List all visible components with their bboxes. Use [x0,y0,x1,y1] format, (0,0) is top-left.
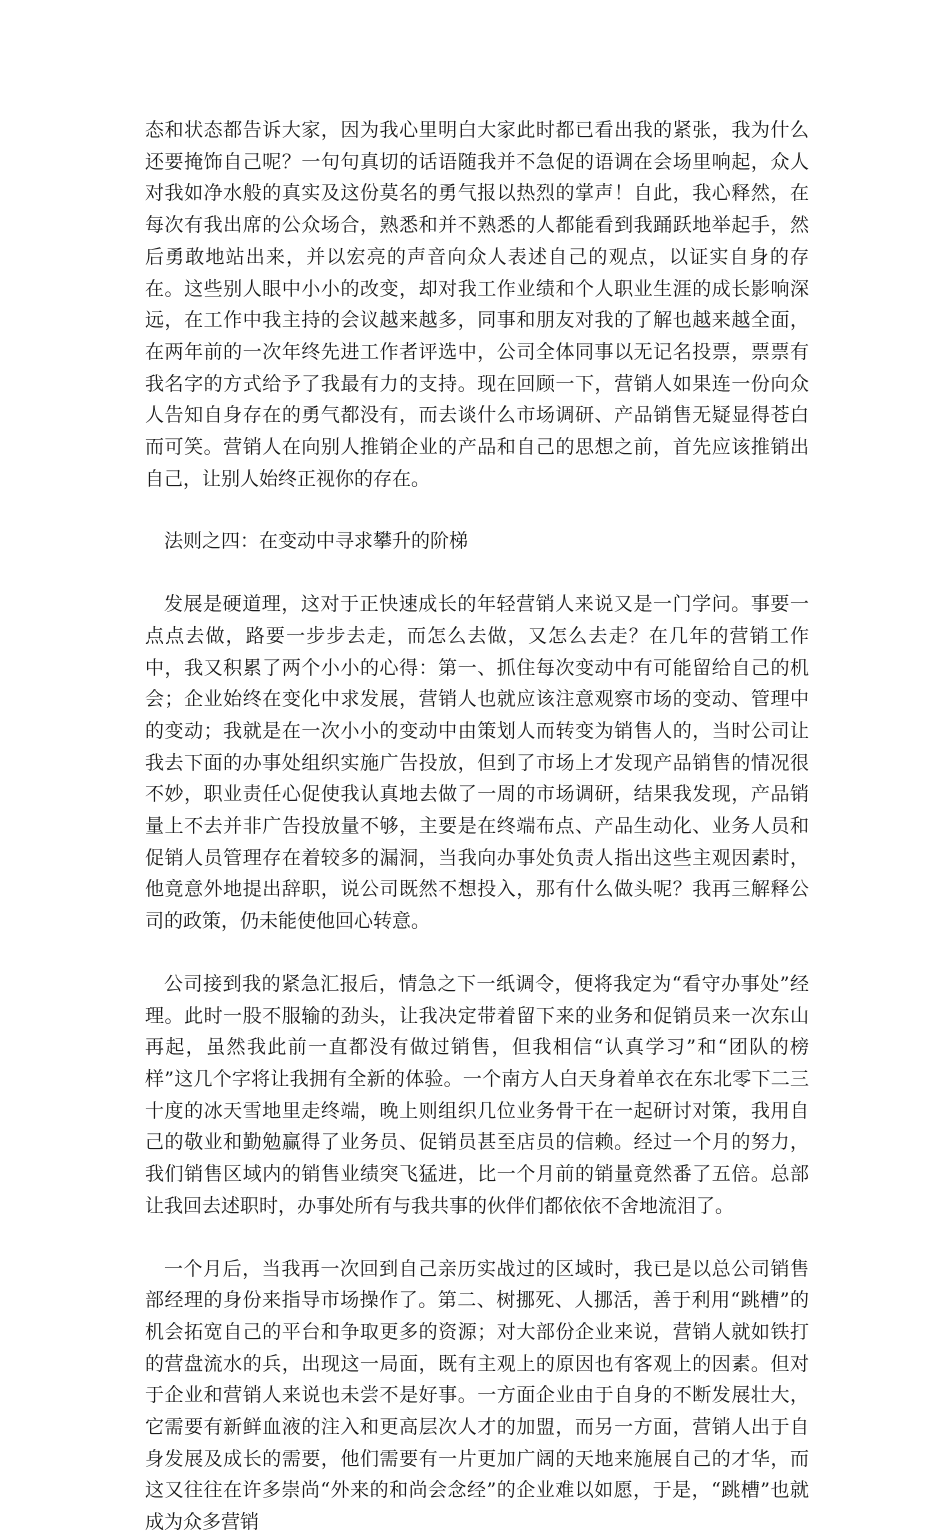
paragraph-continuation: 态和状态都告诉大家，因为我心里明白大家此时都已看出我的紧张，我为什么还要掩饰自己呢？一句句真切的话语随我并不急促的语调在会场里响起，众人对我如净水般的真实及这份莫名的勇气报以热烈的掌声！自此，我心释然，在每次有我出席的公众场合，熟悉和并不熟悉的人都能看到我踊跃地举起手，然后勇敢地站出来，并以宏亮的声音向众人表述自己的观点，以证实自身的存在。这些别人眼中小小的改变，却对我工作业绩和个人职业生涯的成长影响深远，在工作中我主持的会议越来越多，同事和朋友对我的了解也越来越全面，在两年前的一次年终先进工作者评选中，公司全体同事以无记名投票，票票有我名字的方式给予了我最有力的支持。现在回顾一下，营销人如果连一份向众人告知自身存在的勇气都没有，而去谈什么市场调研、产品销售无疑显得苍白而可笑。营销人在向别人推销企业的产品和自己的思想之前，首先应该推销出自己，让别人始终正视你的存在。 [145,119,809,490]
section-heading: 法则之四：在变动中寻求攀升的阶梯 [164,530,469,553]
paragraph-job-hopping: 一个月后，当我再一次回到自己亲历实战过的区域时，我已是以总公司销售部经理的身份来指导市场操作了。第二、树挪死、人挪活，善于利用“跳槽”的机会拓宽自己的平台和争取更多的资源；对大部份企业来说，营销人就如铁打的营盘流水的兵，出现这一局面，既有主观上的原因也有客观上的因素。但对于企业和营销人来说也未尝不是好事。一方面企业由于自身的不断发展壮大，它需要有新鲜血液的注入和更高层次人才的加盟，而另一方面，营销人出于自身发展及成长的需要，他们需要有一片更加广阔的天地来施展自己的才华，而这又往往在许多崇尚“外来的和尚会念经”的企业难以如愿，于是，“跳槽”也就成为众多营销 [145,1257,809,1534]
document-body [145,115,809,1539]
paragraph-development: 发展是硬道理，这对于正快速成长的年轻营销人来说又是一门学问。事要一点点去做，路要一步步去走，而怎么去做，又怎么去走？在几年的营销工作中，我又积累了两个小小的心得：第一、抓住每次变动中有可能留给自己的机会；企业始终在变化中求发展，营销人也就应该注意观察市场的变动、管理中的变动；我就是在一次小小的变动中由策划人而转变为销售人的，当时公司让我去下面的办事处组织实施广告投放，但到了市场上才发现产品销售的情况很不妙，职业责任心促使我认真地去做了一周的市场调研，结果我发现，产品销量上不去并非广告投放量不够，主要是在终端布点、产品生动化、业务人员和促销人员管理存在着较多的漏洞，当我向办事处负责人指出这些主观因素时，他竟意外地提出辞职，说公司既然不想投入，那有什么做头呢？我再三解释公司的政策，仍未能使他回心转意。 [145,593,809,933]
paragraph-urgent-report: 公司接到我的紧急汇报后，情急之下一纸调令，便将我定为“看守办事处”经理。此时一股不服输的劲头，让我决定带着留下来的业务和促销员来一次东山再起，虽然我此前一直都没有做过销售，但我相信“认真学习”和“团队的榜样”这几个字将让我拥有全新的体验。一个南方人白天身着单衣在东北零下二三十度的冰天雪地里走终端，晚上则组织几位业务骨干在一起研讨对策，我用自己的敬业和勤勉赢得了业务员、促销员甚至店员的信赖。经过一个月的努力，我们销售区域内的销售业绩突飞猛进，比一个月前的销量竟然番了五倍。总部让我回去述职时，办事处所有与我共事的伙伴们都依依不舍地流泪了。 [145,972,809,1217]
